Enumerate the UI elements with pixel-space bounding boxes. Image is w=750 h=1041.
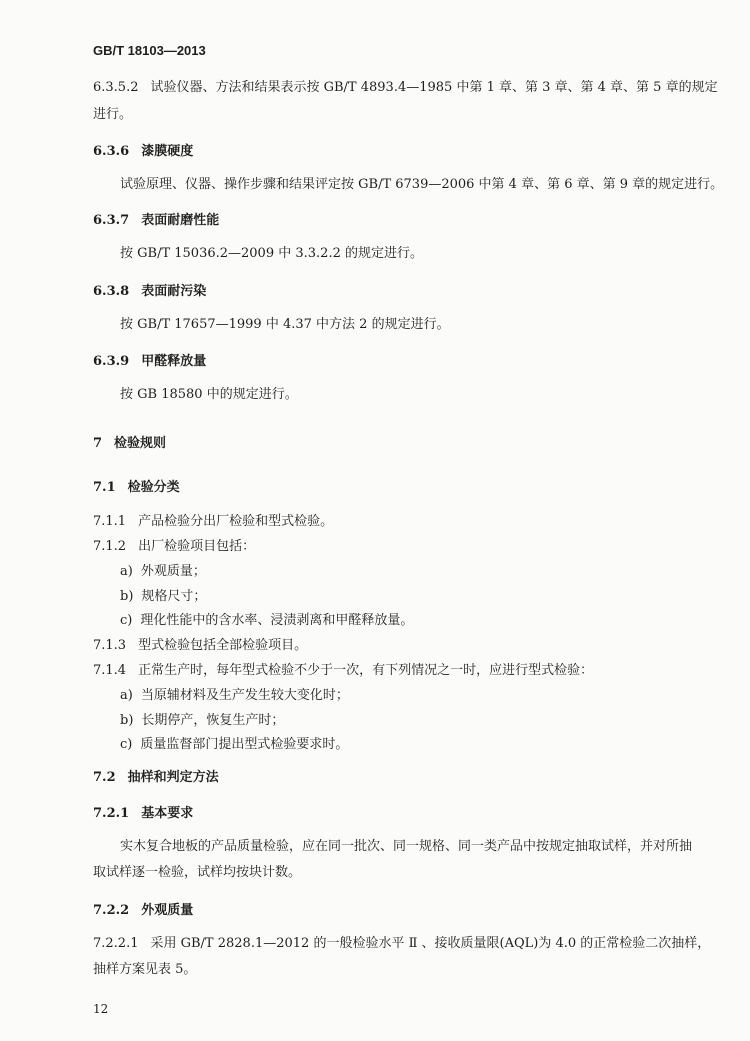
list-label: b) [120, 713, 134, 728]
clause-6-3-5-2-line2: 进行。 [93, 107, 133, 122]
clause-text: 型式检验包括全部检验项目。 [138, 638, 308, 653]
clause-number: 7.1.1 [93, 514, 127, 529]
document-id: GB/T 18103—2013 [93, 43, 206, 58]
list-text: 外观质量； [140, 564, 206, 579]
clause-text: 采用 GB/T 2828.1—2012 的一般检验水平 Ⅱ 、接收质量限(AQL)为 4.0 的正常检验二次抽样， [150, 936, 711, 951]
heading-7 [93, 435, 166, 453]
list-text: 理化性能中的含水率、浸渍剥离和甲醛释放量。 [140, 613, 414, 628]
clause-number: 6.3.5.2 [93, 80, 139, 95]
heading-6-3-6 [93, 143, 193, 161]
clause-7-1-4 [93, 662, 593, 680]
clause-7-1-1 [93, 513, 333, 531]
clause-number: 7.1.2 [93, 539, 127, 554]
list-label: c) [120, 613, 133, 628]
heading-title: 表面耐污染 [141, 284, 207, 299]
list-text: 长期停产，恢复生产时； [141, 713, 285, 728]
heading-number: 7.2 [93, 770, 116, 785]
clause-7-2-1-line2: 取试样逐一检验，试样均按块计数。 [93, 865, 302, 880]
heading-title: 基本要求 [141, 806, 194, 821]
clause-number: 7.1.4 [93, 663, 127, 678]
heading-title: 外观质量 [141, 903, 194, 918]
list-label: a) [120, 688, 133, 703]
clause-7-1-2 [93, 538, 255, 556]
list-item-b [120, 588, 206, 606]
heading-number: 7 [93, 436, 103, 451]
list-item-c [120, 736, 348, 754]
clause-7-2-2-1-line1 [93, 935, 710, 953]
heading-7-2-2 [93, 902, 193, 920]
clause-6-3-5-2-line1 [93, 79, 718, 97]
heading-number: 6.3.8 [93, 284, 130, 299]
list-text: 规格尺寸； [141, 589, 207, 604]
heading-number: 6.3.6 [93, 144, 130, 159]
clause-6-3-8-text: 按 GB/T 17657—1999 中 4.37 中方法 2 的规定进行。 [120, 317, 450, 332]
page-number: 12 [93, 1002, 109, 1016]
list-item-a [120, 687, 349, 705]
list-label: c) [120, 737, 133, 752]
clause-6-3-9-text: 按 GB 18580 中的规定进行。 [120, 387, 298, 402]
heading-number: 6.3.7 [93, 213, 130, 228]
clause-text: 产品检验分出厂检验和型式检验。 [138, 514, 334, 529]
heading-number: 7.1 [93, 480, 116, 495]
list-label: a) [120, 564, 133, 579]
heading-6-3-9 [93, 353, 206, 371]
heading-title: 抽样和判定方法 [127, 770, 219, 785]
list-text: 当原辅材料及生产发生较大变化时； [140, 688, 349, 703]
heading-number: 6.3.9 [93, 354, 130, 369]
clause-number: 7.1.3 [93, 638, 127, 653]
list-item-a [120, 563, 206, 581]
list-text: 质量监督部门提出型式检验要求时。 [140, 737, 349, 752]
clause-7-1-3 [93, 637, 307, 655]
clause-text: 正常生产时，每年型式检验不少于一次，有下列情况之一时，应进行型式检验： [138, 663, 594, 678]
heading-6-3-8 [93, 283, 206, 301]
heading-number: 7.2.2 [93, 903, 130, 918]
heading-7-2-1 [93, 805, 193, 823]
heading-number: 7.2.1 [93, 806, 130, 821]
heading-title: 漆膜硬度 [141, 144, 194, 159]
clause-6-3-7-text: 按 GB/T 15036.2—2009 中 3.3.2.2 的规定进行。 [120, 246, 423, 261]
heading-title: 甲醛释放量 [141, 354, 207, 369]
list-label: b) [120, 589, 134, 604]
list-item-c [120, 612, 413, 630]
heading-7-2 [93, 769, 219, 787]
list-item-b [120, 712, 284, 730]
clause-text: 出厂检验项目包括： [138, 539, 256, 554]
clause-7-2-2-1-line2: 抽样方案见表 5。 [93, 962, 197, 977]
heading-7-1 [93, 479, 180, 497]
heading-title: 检验规则 [114, 436, 167, 451]
clause-number: 7.2.2.1 [93, 936, 139, 951]
clause-7-2-1-line1: 实木复合地板的产品质量检验，应在同一批次、同一规格、同一类产品中按规定抽取试样，并对所抽 [120, 839, 693, 854]
clause-text: 试验仪器、方法和结果表示按 GB/T 4893.4—1985 中第 1 章、第 3 章、第 4 章、第 5 章的规定 [150, 80, 718, 95]
heading-title: 检验分类 [127, 480, 180, 495]
clause-6-3-6-text: 试验原理、仪器、操作步骤和结果评定按 GB/T 6739—2006 中第 4 章、第 6 章、第 9 章的规定进行。 [120, 177, 724, 192]
heading-title: 表面耐磨性能 [141, 213, 220, 228]
heading-6-3-7 [93, 212, 219, 230]
